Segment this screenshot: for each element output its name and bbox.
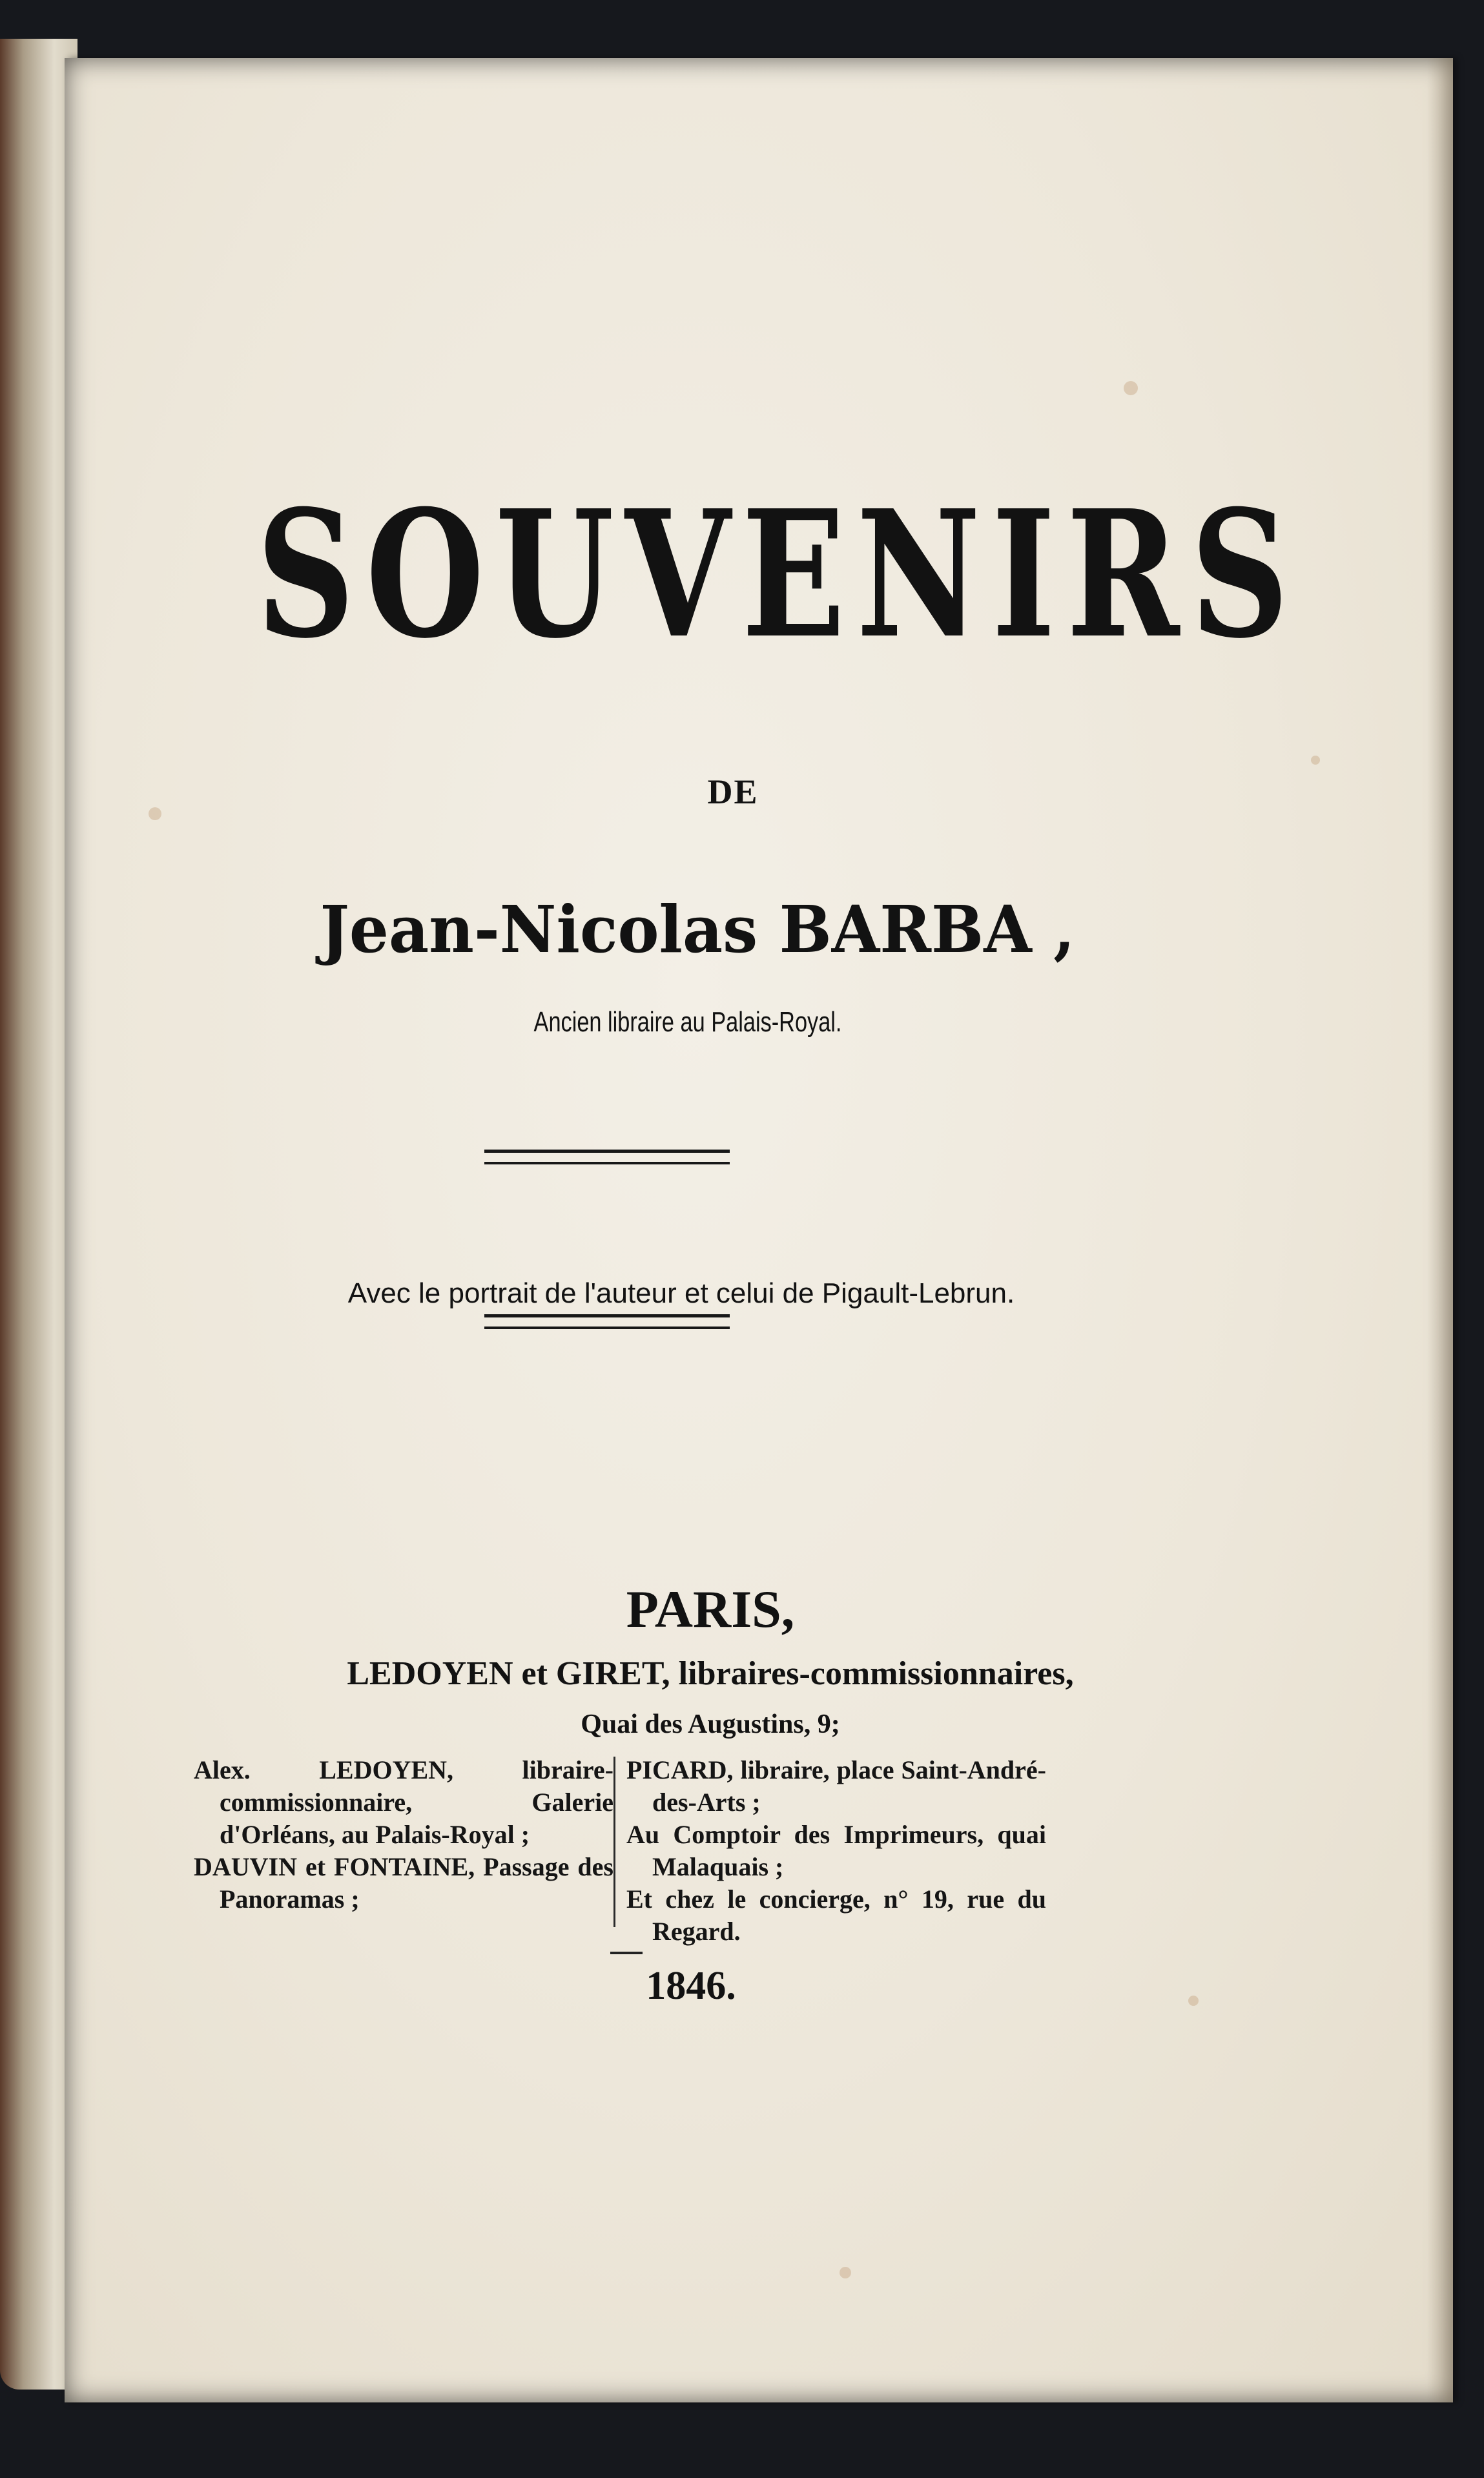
- author-description: Ancien libraire au Palais-Royal.: [533, 1006, 842, 1038]
- foxing-spot: [1311, 756, 1320, 765]
- bookseller-entry: DAUVIN et FONTAINE, Passage des Panoramas ;: [194, 1852, 613, 1914]
- publisher-address: Quai des Augustins, 9;: [581, 1709, 840, 1739]
- publisher-name: LEDOYEN et GIRET, libraires-commissionnaires,: [347, 1655, 1074, 1692]
- double-rule-bottom: [484, 1314, 730, 1329]
- year-dash: [610, 1952, 643, 1954]
- title-page: [65, 58, 1453, 2402]
- booksellers-left-column: [194, 1754, 613, 1915]
- book-title: SOUVENIRS: [256, 471, 1300, 677]
- foxing-spot: [1124, 381, 1138, 395]
- imprint-city: PARIS,: [626, 1580, 795, 1638]
- bookseller-entry: Alex. LEDOYEN, libraire-commissionnaire, Galerie d'Orléans, au Palais-Royal ;: [194, 1755, 613, 1849]
- bookseller-entry: PICARD, libraire, place Saint-André-des-Arts ;: [626, 1755, 1046, 1817]
- booksellers-right-column: [626, 1754, 1046, 1948]
- column-divider: [613, 1757, 615, 1927]
- page-shadow-edge: [1427, 58, 1453, 2402]
- double-rule-top: [484, 1150, 730, 1164]
- bookseller-entry: Au Comptoir des Imprimeurs, quai Malaquais ;: [626, 1820, 1046, 1881]
- title-connector: DE: [707, 772, 759, 811]
- foxing-spot: [840, 2267, 851, 2278]
- publication-year: 1846.: [646, 1964, 736, 2008]
- portrait-note: Avec le portrait de l'auteur et celui de Pigault-Lebrun.: [347, 1277, 1015, 1309]
- author-name: Jean-Nicolas BARBA ,: [320, 891, 1075, 967]
- bookseller-entry: Et chez le concierge, n° 19, rue du Regard.: [626, 1884, 1046, 1946]
